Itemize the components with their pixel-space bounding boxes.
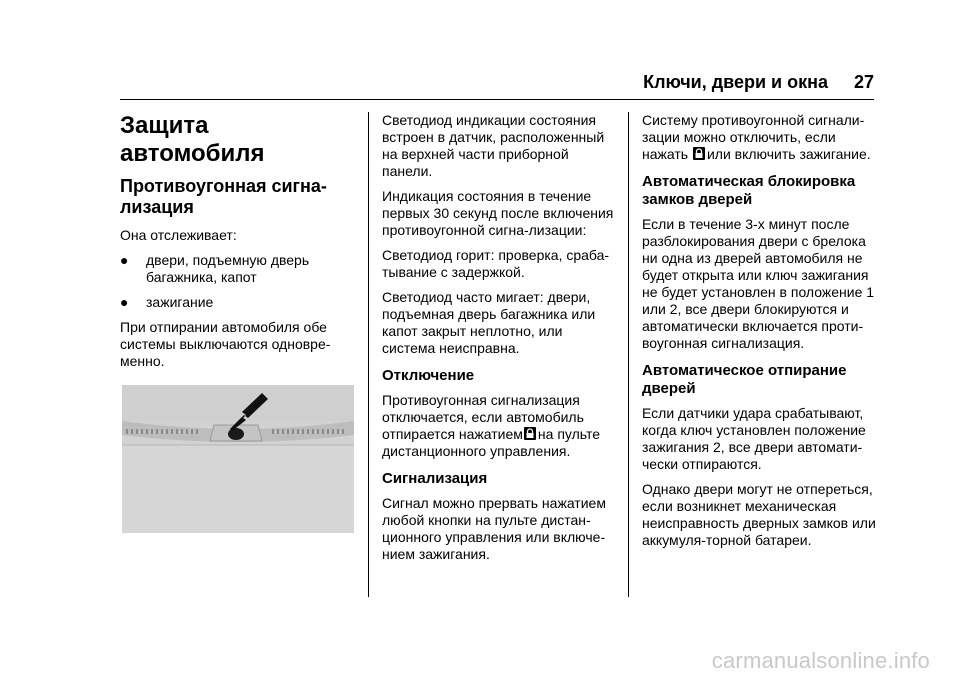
- chapter-title: Ключи, двери и окна: [643, 72, 828, 92]
- paragraph: Светодиод индикации состояния встроен в датчик, расположенный на верхней части приборной панели.: [382, 112, 605, 179]
- lock-icon: [693, 147, 705, 160]
- column-divider: [368, 112, 369, 597]
- lock-icon: [524, 427, 536, 440]
- paragraph: [382, 392, 618, 460]
- section-title-antitheft: Противоугонная сигна- лизация: [120, 176, 327, 217]
- paragraph: [642, 112, 878, 163]
- intro-text: Она отслеживает:: [120, 227, 237, 243]
- dashboard-sensor-image: [122, 385, 354, 533]
- paragraph-text: Систему противоугонной сигнали-зации можно отключить, если нажать: [642, 112, 865, 162]
- column-3: [642, 112, 878, 557]
- list-item: [120, 294, 356, 311]
- paragraph: Если в течение 3-х минут после разблокирования двери с брелока ни одна из дверей автомобиля не будет открыта или ключ зажигания не будет установлен в положение 1 или 2, все двери блокируются и автоматически включается проти-воугонная сигнализация.: [642, 216, 875, 351]
- watermark: carmanualsonline.info: [711, 648, 930, 673]
- page-title: Защита автомобиля: [120, 112, 265, 167]
- paragraph: Если датчики удара срабатывают, когда ключ установлен положение зажигания 2, все двери автомати-чески отпираются.: [642, 405, 866, 472]
- page-header: [120, 0, 874, 100]
- bullet-icon: ●: [120, 252, 129, 268]
- section-title-disable: Отключение: [382, 367, 475, 384]
- dashboard-sensor-illustration: [122, 385, 354, 533]
- section-title-auto-lock: Автоматическая блокировка замков дверей: [642, 173, 856, 208]
- paragraph: При отпирании автомобиля обе системы выключаются одновре-менно.: [120, 319, 331, 369]
- paragraph: Светодиод часто мигает: двери, подъемная дверь багажника или капот закрыт неплотно, или система неисправна.: [382, 289, 596, 356]
- paragraph-text: на пульте дистанционного управления.: [382, 426, 601, 459]
- column-1: [120, 112, 356, 378]
- paragraph: Индикация состояния в течение первых 30 секунд после включения противоугонной сигна-лизации:: [382, 188, 614, 238]
- list-item-text: двери, подъемную дверь багажника, капот: [146, 252, 310, 285]
- list-item-text: зажигание: [146, 294, 214, 310]
- section-title-alarm: Сигнализация: [382, 470, 488, 487]
- paragraph-text: Противоугонная сигнализация отключается, если автомобиль отпирается нажатием: [382, 392, 584, 442]
- column-divider: [628, 112, 629, 597]
- bullet-icon: ●: [120, 294, 129, 310]
- paragraph: Однако двери могут не отпереться, если возникнет механическая неисправность дверных замков или аккумуля-торной батареи.: [642, 481, 876, 548]
- column-2: [382, 112, 618, 571]
- paragraph: Светодиод горит: проверка, сраба-тывание с задержкой.: [382, 247, 610, 280]
- section-title-auto-unlock: Автоматическое отпирание дверей: [642, 362, 847, 397]
- paragraph: Сигнал можно прервать нажатием любой кнопки на пульте дистан-ционного управления или включе-нием зажигания.: [382, 495, 606, 562]
- list-item: [120, 252, 356, 286]
- paragraph-text: или включить зажигание.: [706, 146, 871, 162]
- page-number: 27: [853, 72, 874, 92]
